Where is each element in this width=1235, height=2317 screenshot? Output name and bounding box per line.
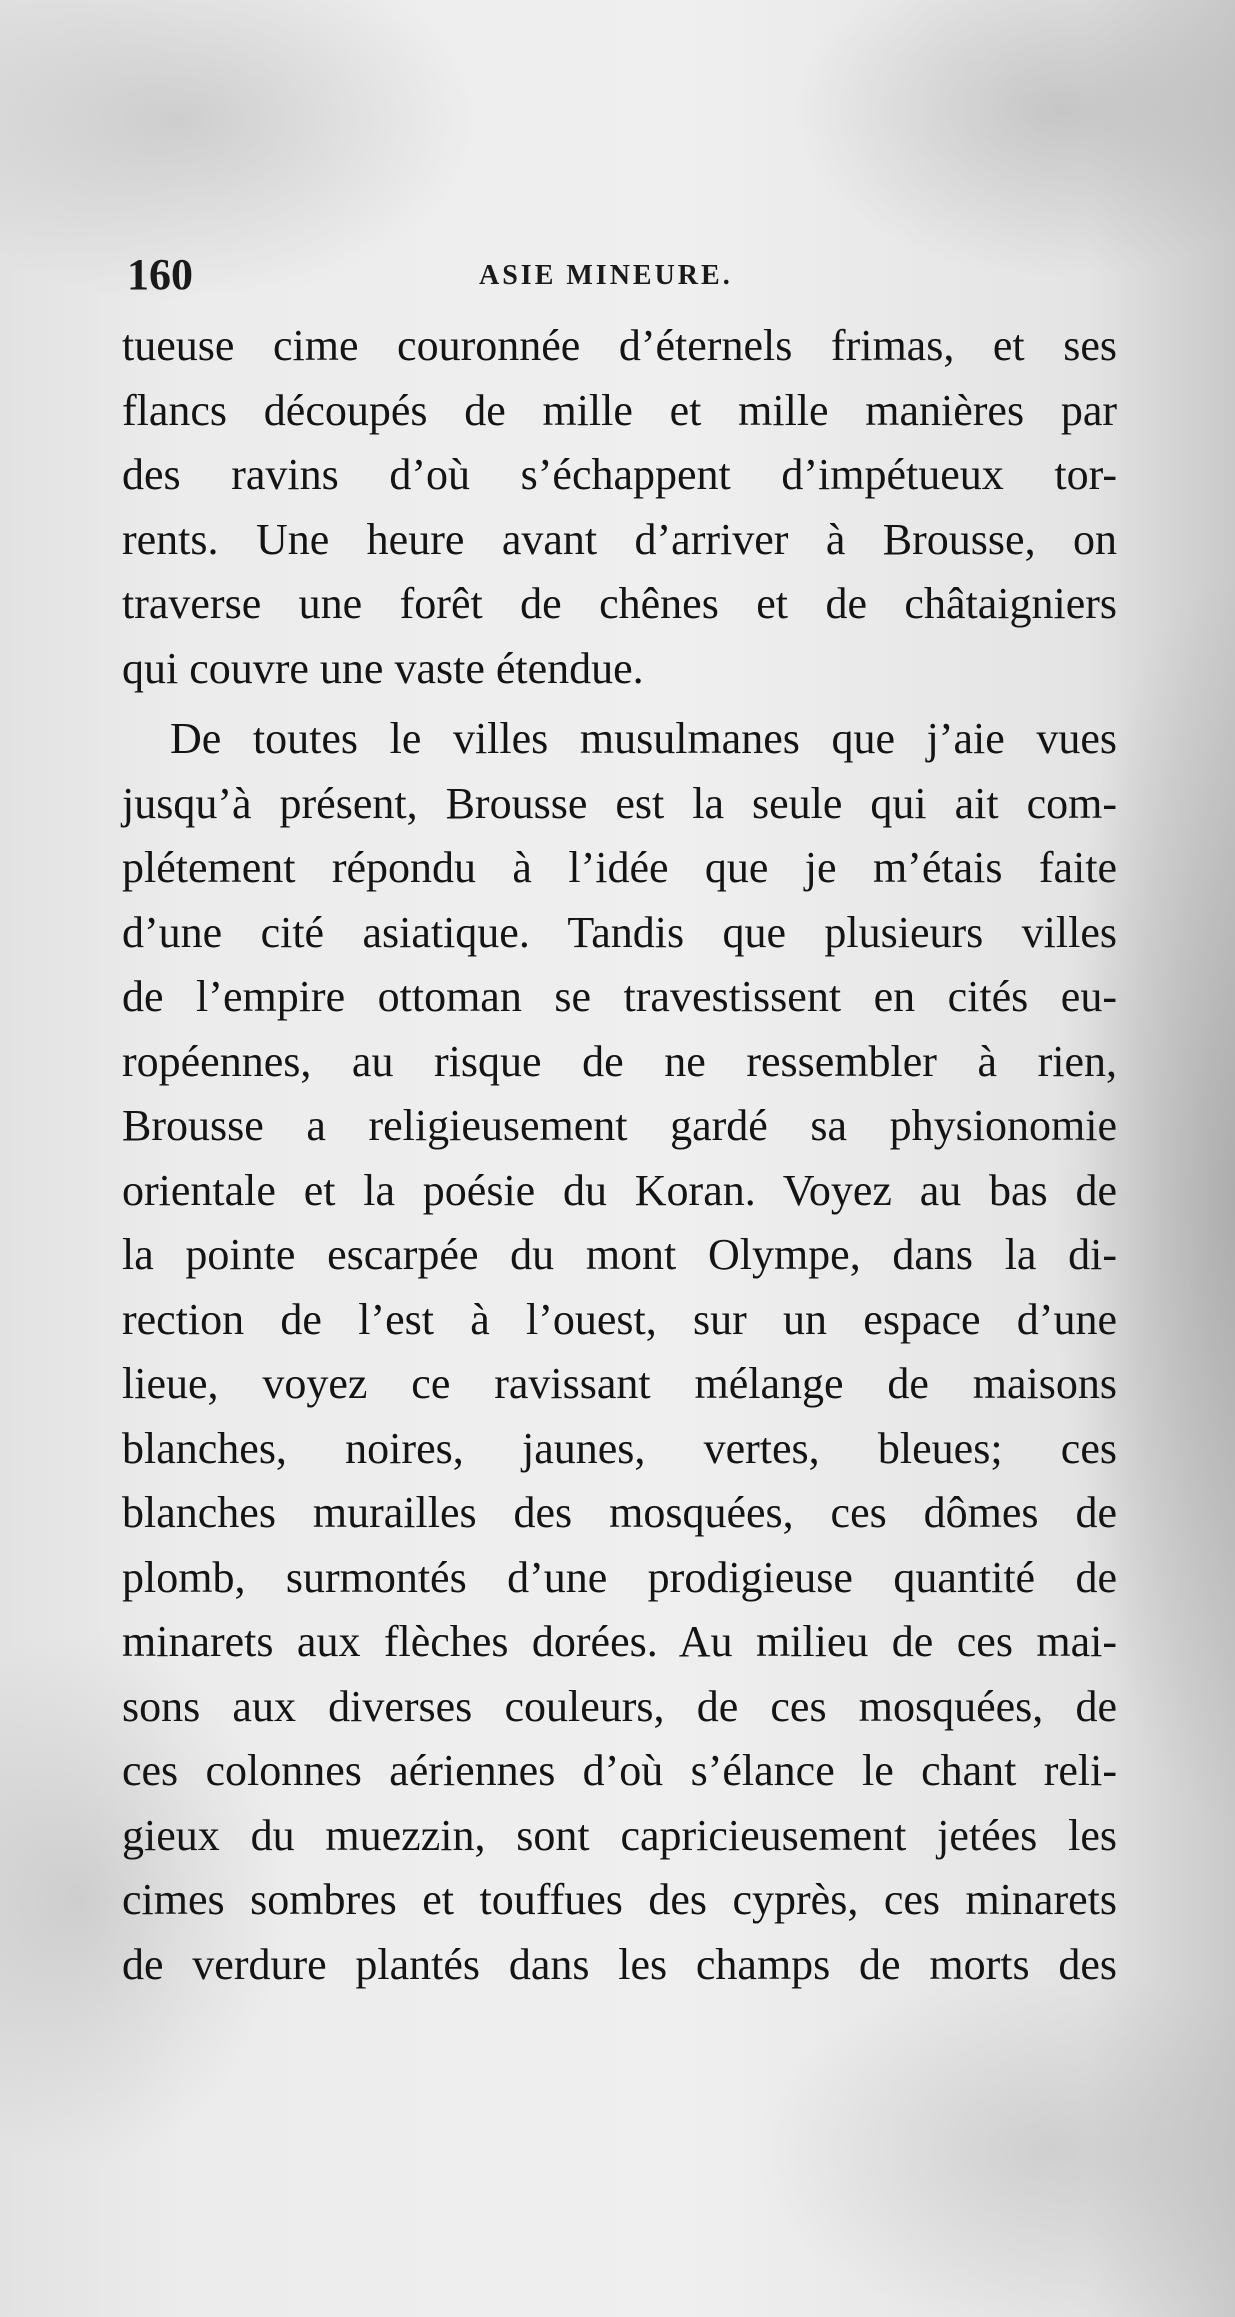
paragraph <box>122 707 1117 1997</box>
text-line: rection de l’est à l’ouest, sur un espace d’une <box>122 1294 1117 1344</box>
text-line: de verdure plantés dans les champs de morts des <box>122 1939 1117 1989</box>
text-line: plétement répondu à l’idée que je m’étais faite <box>122 843 1117 892</box>
text-line: gieux du muezzin, sont capricieusement jetées les <box>122 1810 1117 1860</box>
text-line: des ravins d’où s’échappent d’impétueux tor- <box>122 450 1117 499</box>
text-line: de l’empire ottoman se travestissent en cités eu- <box>122 972 1117 1021</box>
text-line: minarets aux flèches dorées. Au milieu de ces mai- <box>122 1617 1117 1666</box>
text-line: ropéennes, au risque de ne ressembler à rien, <box>122 1036 1117 1086</box>
text-line: blanches murailles des mosquées, ces dômes de <box>122 1488 1117 1537</box>
page-header <box>127 250 1127 300</box>
text-line: sons aux diverses couleurs, de ces mosquées, de <box>122 1681 1117 1731</box>
text-line: d’une cité asiatique. Tandis que plusieurs villes <box>122 907 1117 957</box>
text-line: cimes sombres et touffues des cyprès, ces minarets <box>122 1875 1117 1924</box>
running-head: ASIE MINEURE. <box>479 260 733 291</box>
text-line: la pointe escarpée du mont Olympe, dans la di- <box>122 1230 1117 1279</box>
text-line: jusqu’à présent, Brousse est la seule qui ait com- <box>122 778 1117 828</box>
text-line: orientale et la poésie du Koran. Voyez au bas de <box>122 1165 1117 1215</box>
text-line: Brousse a religieusement gardé sa physionomie <box>122 1101 1117 1150</box>
text-line: De toutes le villes musulmanes que j’aie vues <box>170 714 1117 763</box>
text-line: lieue, voyez ce ravissant mélange de maisons <box>122 1359 1117 1408</box>
text-line: tueuse cime couronnée d’éternels frimas, et ses <box>122 321 1117 370</box>
text-line: plomb, surmontés d’une prodigieuse quantité de <box>122 1552 1117 1602</box>
text-line: blanches, noires, jaunes, vertes, bleues; ces <box>122 1423 1117 1473</box>
text-line: qui couvre une vaste étendue. <box>122 643 644 693</box>
text-line: rents. Une heure avant d’arriver à Brousse, on <box>122 514 1117 564</box>
paragraph <box>122 314 1117 701</box>
text-line: ces colonnes aériennes d’où s’élance le chant reli- <box>122 1746 1117 1795</box>
text-line: traverse une forêt de chênes et de châtaigniers <box>122 579 1117 628</box>
page-number: 160 <box>127 250 193 299</box>
text-line: flancs découpés de mille et mille manières par <box>122 385 1117 435</box>
body-text <box>122 314 1117 1997</box>
